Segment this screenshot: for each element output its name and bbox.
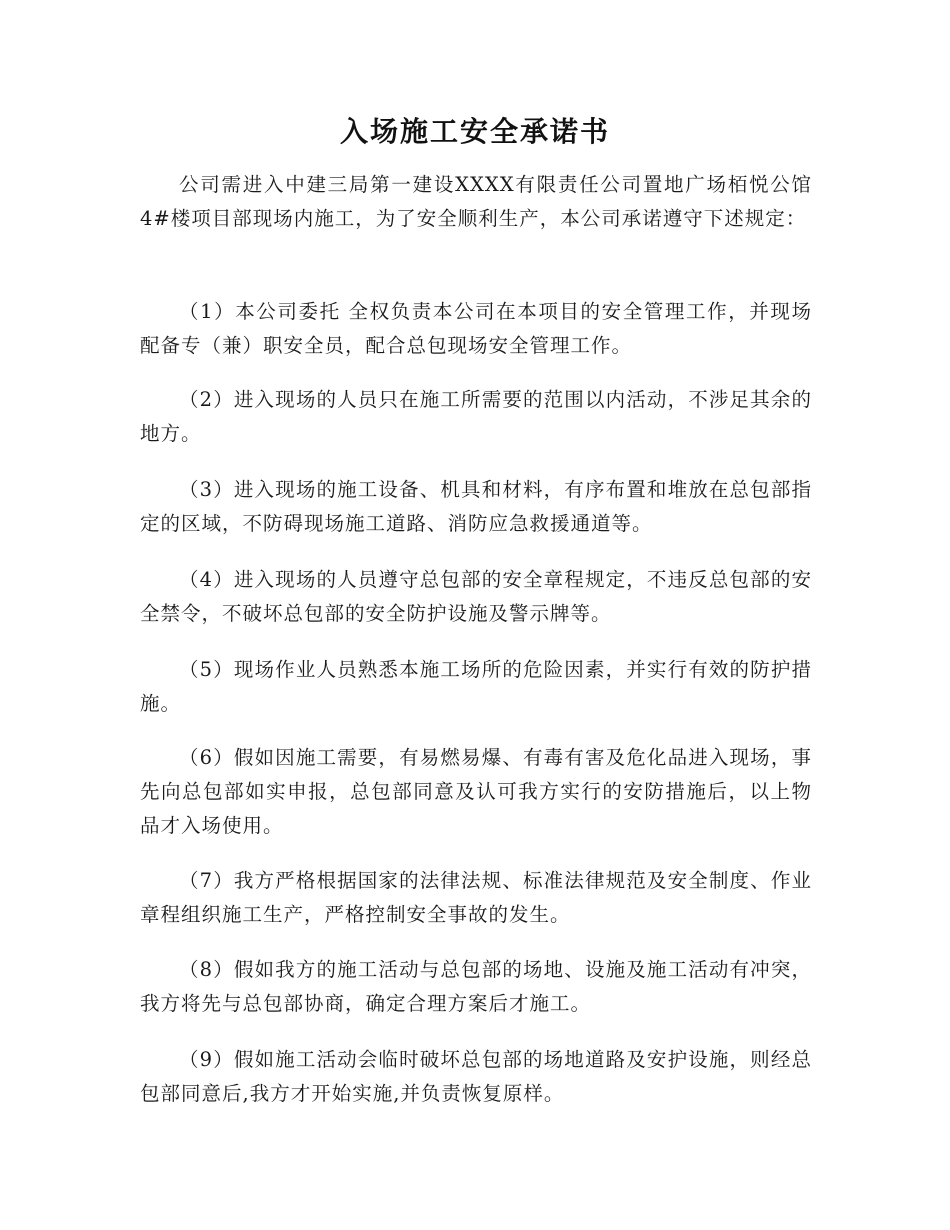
clause-3: （3）进入现场的施工设备、机具和材料，有序布置和堆放在总包部指定的区域，不防碍现场施工道路、消防应急救援通道等。 bbox=[140, 478, 812, 535]
clause-5: （5）现场作业人员熟悉本施工场所的危险因素，并实行有效的防护措施。 bbox=[140, 658, 812, 715]
clause-7: （7）我方严格根据国家的法律法规、标准法律规范及安全制度、作业章程组织施工生产，严格控制安全事故的发生。 bbox=[140, 869, 812, 926]
clause-4: （4）进入现场的人员遵守总包部的安全章程规定，不违反总包部的安全禁令，不破坏总包部的安全防护设施及警示牌等。 bbox=[140, 568, 812, 625]
clause-1: （1）本公司委托 全权负责本公司在本项目的安全管理工作，并现场配备专（兼）职安全员，配合总包现场安全管理工作。 bbox=[140, 300, 812, 357]
clause-8: （8）假如我方的施工活动与总包部的场地、设施及施工活动有冲突，我方将先与总包部协商，确定合理方案后才施工。 bbox=[140, 958, 812, 1015]
clause-6: （6）假如因施工需要，有易燃易爆、有毒有害及危化品进入现场，事先向总包部如实申报，总包部同意及认可我方实行的安防措施后，以上物品才入场使用。 bbox=[140, 746, 812, 837]
clause-9: （9）假如施工活动会临时破坏总包部的场地道路及安护设施，则经总包部同意后,我方才开始实施,并负责恢复原样。 bbox=[140, 1048, 812, 1105]
intro-paragraph: 公司需进入中建三局第一建设XXXX有限责任公司置地广场栢悦公馆4#楼项目部现场内施工，为了安全顺利生产，本公司承诺遵守下述规定： bbox=[140, 173, 812, 230]
clause-2: （2）进入现场的人员只在施工所需要的范围以内活动，不涉足其余的地方。 bbox=[140, 388, 812, 445]
document-title: 入场施工安全承诺书 bbox=[339, 115, 610, 148]
